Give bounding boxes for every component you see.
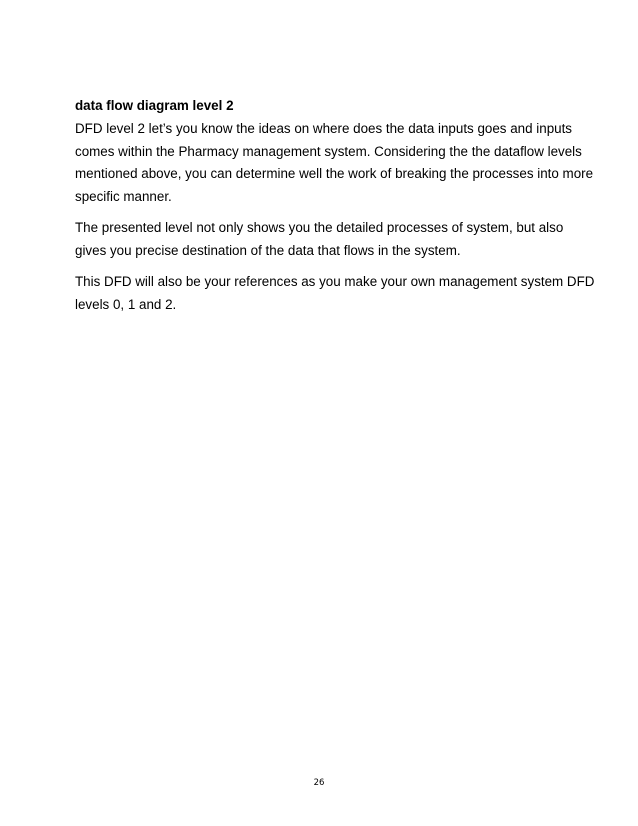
paragraph-line: comes within the Pharmacy management system. Considering the the dataflow levels bbox=[75, 143, 582, 159]
page-number: 26 bbox=[313, 778, 325, 788]
paragraph-line: mentioned above, you can determine well the work of breaking the processes into more bbox=[75, 166, 594, 181]
paragraph-line: This DFD will also be your references as you make your own management system DFD bbox=[75, 274, 595, 289]
paragraph-2 bbox=[75, 217, 575, 262]
paragraph-line: gives you precise destination of the data that flows in the system. bbox=[75, 242, 461, 258]
paragraph-3 bbox=[75, 271, 595, 316]
paragraph-line: DFD level 2 let’s you know the ideas on where does the data inputs goes and inputs bbox=[75, 121, 573, 136]
paragraph-1 bbox=[75, 118, 594, 208]
section-heading: data flow diagram level 2 bbox=[75, 98, 234, 113]
paragraph-line: The presented level not only shows you the detailed processes of system, but also bbox=[75, 220, 564, 235]
page-content bbox=[75, 96, 595, 325]
paragraph-line: levels 0, 1 and 2. bbox=[75, 296, 177, 312]
paragraph-line: specific manner. bbox=[75, 188, 172, 204]
